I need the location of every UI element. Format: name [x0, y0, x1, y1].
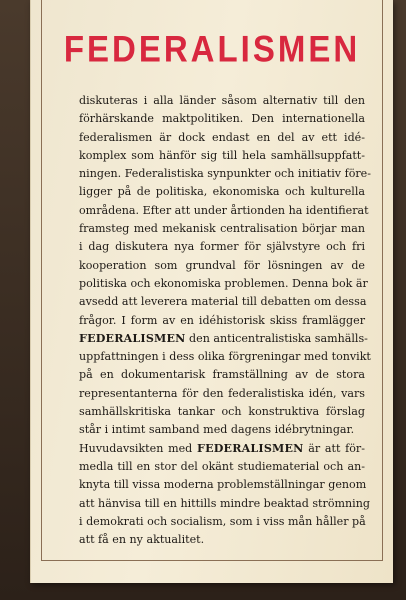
book-jacket-flap [30, 0, 393, 583]
blurb-line-post: är att för- [303, 441, 365, 455]
blurb-line: komplex som hänför sig till hela samhällsuppfatt- [79, 148, 365, 162]
blurb-line: områdena. Efter att under årtionden ha identifierat [79, 203, 369, 217]
blurb-line: kooperation som grundval för lösningen av de [79, 258, 365, 272]
blurb-line: står i intimt samband med dagens idébrytningar. [79, 423, 355, 437]
blurb-line-emphasis [79, 440, 365, 458]
blurb-line: ligger på de politiska, ekonomiska och kulturella [79, 185, 365, 199]
blurb-line: uppfattningen i dess olika förgreningar med tonvikt [79, 350, 371, 364]
blurb-line: representanterna för den federalistiska idén, vars [79, 386, 365, 400]
blurb-line: diskuteras i alla länder såsom alternativ till den [79, 94, 365, 107]
blurb-text [79, 92, 371, 549]
blurb-line: avsedd att leverera material till debatten om dessa [79, 295, 367, 309]
emphasized-title: FEDERALISMEN [197, 441, 304, 455]
blurb-line: på en dokumentarisk framställning av de stora [79, 368, 365, 382]
blurb-line: att få en ny aktualitet. [79, 533, 205, 547]
blurb-line: frågor. I form av en idéhistorisk skiss framlägger [79, 313, 365, 327]
blurb-line-pre: Huvudavsikten med [79, 441, 197, 455]
blurb-line: politiska och ekonomiska problemen. Denna bok är [79, 276, 368, 290]
blurb-line-emphasis [79, 330, 368, 348]
blurb-line: knyta till vissa moderna problemställningar genom [79, 478, 367, 492]
blurb-line: samhällskritiska tankar och konstruktiva förslag [79, 405, 365, 419]
book-title: FEDERALISMEN [63, 27, 361, 70]
blurb-line: framsteg med mekanisk centralisation börjar man [79, 222, 365, 236]
blurb-line: i dag diskutera nya former för självstyre och fri [79, 240, 365, 254]
blurb-line: förhärskande maktpolitiken. Den internationella [79, 112, 365, 126]
blurb-line: ningen. Federalistiska synpunkter och initiativ före- [79, 167, 371, 181]
blurb-line-post: den anticentralistiska samhälls- [185, 331, 368, 345]
blurb-line: medla till en stor del okänt studiematerial och an- [79, 459, 365, 473]
emphasized-title: FEDERALISMEN [79, 331, 186, 345]
blurb-line: federalismen är dock endast en del av ett idé- [79, 130, 365, 144]
blurb-line: i demokrati och socialism, som i viss mån håller på [79, 514, 366, 528]
blurb-line: att hänvisa till en hittills mindre beaktad strömning [79, 496, 370, 510]
